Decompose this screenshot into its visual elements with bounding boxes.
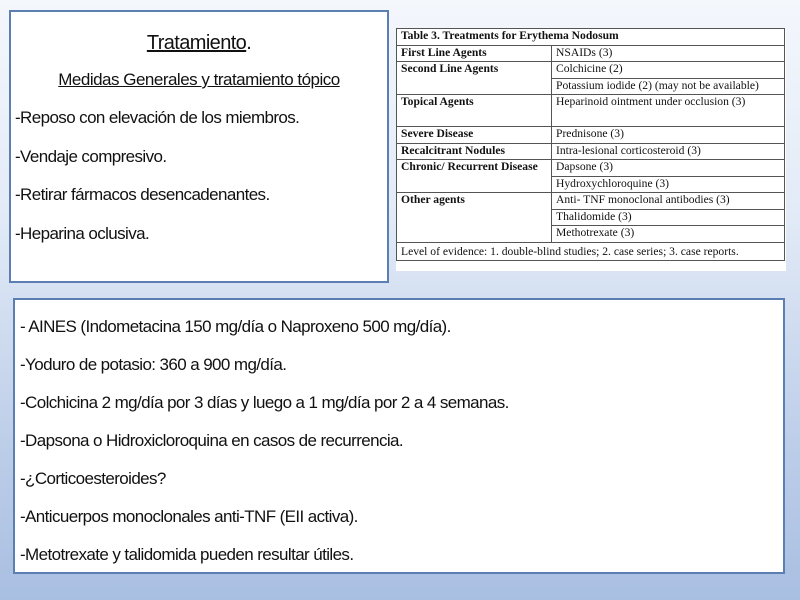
table-cell-treatment: Intra-lesional corticosteroid (3)	[552, 143, 785, 160]
section-subtitle: Medidas Generales y tratamiento tópico	[58, 70, 340, 89]
table-cell-treatment: Colchicine (2)	[552, 62, 785, 79]
table-row	[397, 193, 785, 210]
slide-title	[11, 32, 387, 55]
table-cell-agent: Second Line Agents	[397, 62, 552, 95]
treatment-panel	[9, 10, 389, 283]
list-item: -Colchicina 2 mg/día por 3 días y luego a 1 mg/día por 2 a 4 semanas.	[20, 393, 509, 412]
title-suffix: .	[246, 32, 252, 54]
list-item: -Metotrexate y talidomida pueden resultar útiles.	[20, 545, 354, 564]
treatment-table-image	[396, 28, 786, 271]
table-cell-agent: Topical Agents	[397, 95, 552, 127]
list-item: -Anticuerpos monoclonales anti-TNF (EII activa).	[20, 507, 358, 526]
table-row	[397, 143, 785, 160]
table-cell-treatment: Methotrexate (3)	[552, 226, 785, 243]
list-item: -¿Corticoesteroides?	[20, 469, 166, 488]
list-item: -Reposo con elevación de los miembros.	[15, 108, 300, 127]
list-item: -Retirar fármacos desencadenantes.	[15, 185, 270, 204]
table-cell-agent: First Line Agents	[397, 45, 552, 62]
table-cell-agent: Chronic/ Recurrent Disease	[397, 160, 552, 193]
list-item: -Heparina oclusiva.	[15, 223, 150, 243]
table-cell-treatment: Potassium iodide (2) (may not be available)	[552, 78, 785, 95]
table-footnote: Level of evidence: 1. double-blind studies; 2. case series; 3. case reports.	[397, 242, 785, 261]
table-cell-treatment: Prednisone (3)	[552, 127, 785, 144]
table-cell-agent: Recalcitrant Nodules	[397, 143, 552, 160]
table-cell-treatment: Hydroxychloroquine (3)	[552, 176, 785, 193]
table-row	[397, 127, 785, 144]
table-row	[397, 62, 785, 79]
general-measures-list	[15, 108, 381, 262]
table-cell-treatment: Thalidomide (3)	[552, 209, 785, 226]
table-cell-agent: Other agents	[397, 193, 552, 243]
table-cell-treatment: Dapsone (3)	[552, 160, 785, 177]
table-cell-treatment: NSAIDs (3)	[552, 45, 785, 62]
table-cell-agent: Severe Disease	[397, 127, 552, 144]
table-cell-treatment: Heparinoid ointment under occlusion (3)	[552, 95, 785, 127]
title-text: Tratamiento	[146, 32, 247, 54]
table-caption: Table 3. Treatments for Erythema Nodosum	[397, 29, 785, 46]
table-caption-row	[397, 29, 785, 46]
table-footnote-row	[397, 242, 785, 261]
pharmacologic-treatment-panel	[13, 298, 785, 574]
treatment-table	[396, 28, 785, 261]
table-row	[397, 160, 785, 177]
list-item: -Yoduro de potasio: 360 a 900 mg/día.	[20, 355, 287, 374]
pharmacologic-list	[20, 317, 777, 583]
list-item: - AINES (Indometacina 150 mg/día o Naproxeno 500 mg/día).	[20, 317, 451, 336]
table-row	[397, 45, 785, 62]
table-row	[397, 95, 785, 127]
list-item: -Vendaje compresivo.	[15, 146, 167, 166]
table-cell-treatment: Anti- TNF monoclonal antibodies (3)	[552, 193, 785, 210]
list-item: -Dapsona o Hidroxicloroquina en casos de recurrencia.	[20, 431, 404, 450]
